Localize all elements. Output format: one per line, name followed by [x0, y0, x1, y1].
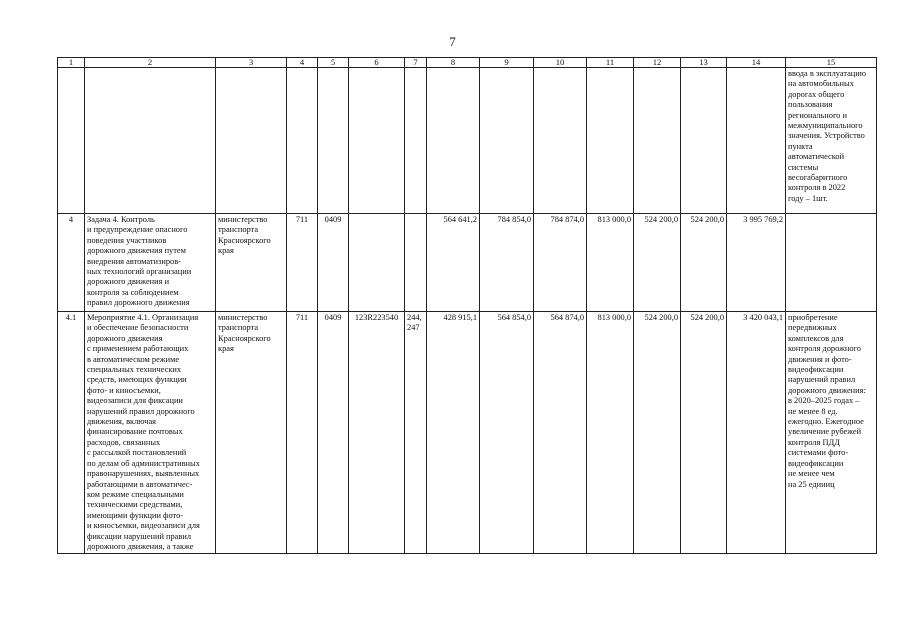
table-row [58, 312, 877, 554]
col-header: 10 [534, 58, 587, 68]
program-table [57, 57, 877, 554]
table-cell: 813 000,0 [587, 312, 634, 554]
col-header: 9 [480, 58, 534, 68]
table-cell: Мероприятие 4.1. Организация и обеспечение безопасности дорожного движения с применением работающих в автоматическом режиме специальных технических средств, имеющих функции фото- и киносъемки, видеозаписи для фиксации нарушений правил дорожного движения, включая финансирование почтовых расходов, связанных с рассылкой постановлений по делам об административных правонарушениях, выявленных работающими в автоматичес- ком режиме специальными техническими средствами, имеющими функции фото- и киносъемки, видеозаписи для фиксации нарушений правил дорожного движения, а также [85, 312, 216, 554]
table-cell [405, 214, 427, 312]
table-cell [287, 68, 318, 214]
col-header: 15 [786, 58, 877, 68]
col-header: 5 [318, 58, 349, 68]
col-header: 6 [349, 58, 405, 68]
table-cell: ввода в эксплуатацию на автомобильных дорогах общего пользования регионального и межмуниципального значения. Устройство пункта автоматической системы весогабаритного контроля в 2022 году – 1шт. [786, 68, 877, 214]
table-cell: 4 [58, 214, 85, 312]
table-cell: 524 200,0 [681, 312, 727, 554]
table-cell: 0409 [318, 214, 349, 312]
header-row [58, 58, 877, 68]
table-cell: 524 200,0 [681, 214, 727, 312]
table-row [58, 68, 877, 214]
table-cell [727, 68, 786, 214]
col-header: 2 [85, 58, 216, 68]
table-cell [634, 68, 681, 214]
table-cell [405, 68, 427, 214]
table-cell [786, 214, 877, 312]
table-cell [349, 68, 405, 214]
table-cell [427, 68, 480, 214]
col-header: 4 [287, 58, 318, 68]
table-row [58, 214, 877, 312]
table-cell: 524 200,0 [634, 214, 681, 312]
table-cell: министерство транспорта Красноярского края [216, 214, 287, 312]
table-cell: 3 420 043,1 [727, 312, 786, 554]
table-cell [587, 68, 634, 214]
col-header: 3 [216, 58, 287, 68]
table-cell [480, 68, 534, 214]
table-cell: 428 915,1 [427, 312, 480, 554]
table-cell: Задача 4. Контроль и предупреждение опасного поведения участников дорожного движения путем внедрения автоматизиров- ных технологий организации дорожного движения и контроля за соблюдением правил дорожного движения [85, 214, 216, 312]
table-cell [681, 68, 727, 214]
col-header: 8 [427, 58, 480, 68]
table-cell [85, 68, 216, 214]
page-number: 7 [449, 34, 456, 49]
table-cell: приобретение передвижных комплексов для контроля дорожного движения и фото- видеофиксации нарушений правил дорожного движения: в 2020–2025 годах – не менее 8 ед. ежегодно. Ежегодное увеличение рубежей контроля ПДД системами фото- видеофиксации не менее чем на 25 единиц [786, 312, 877, 554]
table-cell: 123R223540 [349, 312, 405, 554]
table-cell: 4.1 [58, 312, 85, 554]
table-cell: 564 641,2 [427, 214, 480, 312]
col-header: 14 [727, 58, 786, 68]
table-cell: 564 854,0 [480, 312, 534, 554]
table-cell: 711 [287, 214, 318, 312]
col-header: 13 [681, 58, 727, 68]
col-header: 1 [58, 58, 85, 68]
table-cell [534, 68, 587, 214]
table-cell: 784 854,0 [480, 214, 534, 312]
table-cell: 524 200,0 [634, 312, 681, 554]
col-header: 11 [587, 58, 634, 68]
table-cell [216, 68, 287, 214]
table-cell: 813 000,0 [587, 214, 634, 312]
table-cell: 564 874,0 [534, 312, 587, 554]
table-cell: 784 874,0 [534, 214, 587, 312]
col-header: 12 [634, 58, 681, 68]
table-cell: 3 995 769,2 [727, 214, 786, 312]
table-cell [58, 68, 85, 214]
table-cell [349, 214, 405, 312]
table-cell: 244, 247 [405, 312, 427, 554]
col-header: 7 [405, 58, 427, 68]
table-cell: 711 [287, 312, 318, 554]
table-cell: министерство транспорта Красноярского края [216, 312, 287, 554]
table-cell: 0409 [318, 312, 349, 554]
table-cell [318, 68, 349, 214]
